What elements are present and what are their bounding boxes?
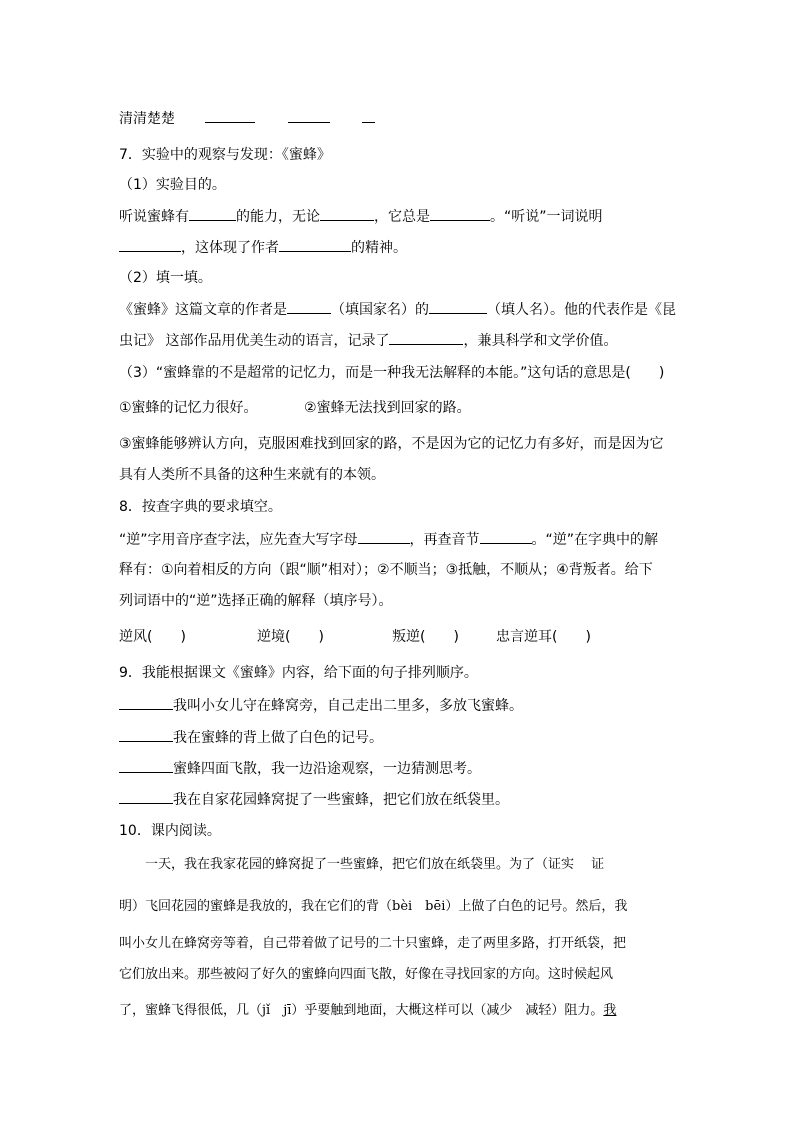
- text-segment: 。“逆”在字典中的解: [531, 532, 659, 548]
- q10-reading-line1: 一天，我在我家花园的蜂窝捉了一些蜜蜂，把它们放在纸袋里。为了（证实 证: [145, 857, 605, 872]
- text-segment: ，它总是: [374, 209, 430, 225]
- text-segment: （填国家名）的: [331, 302, 429, 318]
- q9-title: 9．我能根据课文《蜜蜂》内容，给下面的句子排列顺序。: [119, 665, 478, 681]
- text-segment: 的能力，无论: [236, 209, 320, 225]
- q7-blank-country[interactable]: [287, 299, 331, 314]
- q9-order-blank[interactable]: [119, 789, 173, 804]
- q7-part1-label: （1）实验目的。: [119, 177, 226, 193]
- text-segment: “逆”字用音序查字法，应先查大写字母: [119, 532, 358, 548]
- q8-blank-syllable[interactable]: [480, 529, 532, 544]
- q7-part1-line2: [119, 237, 407, 258]
- q7-part2-label: （2）填一填。: [119, 270, 212, 286]
- underlined-text: 我: [603, 1003, 617, 1018]
- q8-word-panni[interactable]: 叛逆( ): [392, 629, 459, 645]
- q10-title: 10．课内阅读。: [119, 823, 221, 839]
- q7-blank-author[interactable]: [429, 299, 487, 314]
- q9-order-blank[interactable]: [119, 758, 173, 773]
- q10-reading-line2: 明）飞回花园的蜜蜂是我放的，我在它们的背（bèi bēi）上做了白色的记号。然后，我: [119, 899, 628, 914]
- q8-word-zhongyan[interactable]: 忠言逆耳( ): [496, 629, 591, 645]
- sentence-text: 我叫小女儿守在蜂窝旁，自己走出二里多，多放飞蜜蜂。: [173, 698, 523, 714]
- q7-blank-ability[interactable]: [189, 206, 236, 221]
- q10-reading-line4: 它们放出来。那些被闷了好久的蜜蜂向四面飞散，好像在寻找回家的方向。这时候起风: [119, 967, 614, 982]
- q9-order-blank[interactable]: [119, 695, 173, 710]
- q8-word-nifeng[interactable]: 逆风( ): [119, 629, 186, 645]
- q9-sentence-2: [119, 727, 383, 748]
- q8-words-row: [119, 627, 591, 647]
- text-segment: ，兼具科学和文学价值。: [463, 333, 618, 349]
- text-segment: ，这体现了作者: [181, 240, 279, 256]
- q6-blank-1[interactable]: [205, 108, 255, 123]
- q8-word-nijing[interactable]: 逆境( ): [257, 629, 324, 645]
- q9-sentence-3: [119, 758, 481, 779]
- sentence-text: 我在自家花园蜂窝捉了一些蜜蜂，把它们放在纸袋里。: [173, 792, 509, 808]
- q9-order-blank[interactable]: [119, 727, 173, 742]
- q7-part3-question: （3）“蜜蜂靠的不是超常的记忆力，而是一种我无法解释的本能。”这句话的意思是( ): [119, 365, 665, 381]
- q9-sentence-4: [119, 789, 509, 810]
- q7-title: 7．实验中的观察与发现：《蜜蜂》: [119, 147, 331, 163]
- q7-blank-tingshuo[interactable]: [119, 237, 181, 252]
- text-segment: 《蜜蜂》这篇文章的作者是: [119, 302, 287, 318]
- q6-word: 清清楚楚: [119, 111, 175, 127]
- q7-option-2[interactable]: ②蜜蜂无法找到回家的路。: [304, 400, 471, 416]
- text-segment: 。“听说”一词说明: [490, 209, 603, 225]
- q7-options-row: [119, 398, 471, 418]
- text-segment: 听说蜜蜂有: [119, 209, 189, 225]
- q8-line2: 释有：①向着相反的方向（跟“顺”相对）；②不顺当；③抵触，不顺从；④背叛者。给下: [119, 562, 653, 578]
- text-segment: 虫记》 这部作品用优美生动的语言，记录了: [119, 333, 390, 349]
- text-segment: 的精神。: [351, 240, 407, 256]
- q7-part2-line2: [119, 330, 617, 351]
- q7-part1-line1: [119, 206, 603, 227]
- q7-option-3-line2[interactable]: 具有人类所不具备的这种生来就有的本领。: [119, 467, 385, 483]
- q6-blank-2[interactable]: [288, 108, 330, 123]
- q7-blank-regardless[interactable]: [320, 206, 374, 221]
- q7-blank-spirit[interactable]: [279, 237, 351, 252]
- q9-sentence-1: [119, 695, 523, 716]
- q7-option-1[interactable]: ①蜜蜂的记忆力很好。: [119, 400, 258, 416]
- text-segment: ，再查音节: [409, 532, 480, 548]
- q8-line3: 列词语中的“逆”选择正确的解释（填序号）。: [119, 593, 393, 609]
- q6-tail-line: [119, 108, 375, 129]
- q6-blank-3[interactable]: [362, 108, 375, 123]
- q8-line1: [119, 529, 658, 550]
- q8-blank-letter[interactable]: [358, 529, 410, 544]
- q7-blank-always[interactable]: [430, 206, 490, 221]
- q7-option-3-line1[interactable]: ③蜜蜂能够辨认方向，克服困难找到回家的路，不是因为它的记忆力有多好，而是因为它: [119, 436, 664, 452]
- q10-reading-line3: 叫小女儿在蜂窝旁等着，自己带着做了记号的二十只蜜蜂，走了两里多路，打开纸袋，把: [119, 936, 627, 951]
- text-segment: （填人名）。他的代表作是《昆: [487, 302, 676, 318]
- sentence-text: 我在蜜蜂的背上做了白色的记号。: [173, 730, 383, 746]
- q10-reading-line5: [119, 1001, 616, 1021]
- q7-blank-recorded[interactable]: [389, 330, 463, 345]
- text-segment: 了，蜜蜂飞得很低，几（jǐ jī）乎要触到地面，大概这样可以（减少 减轻）阻力。: [119, 1003, 604, 1018]
- sentence-text: 蜜蜂四面飞散，我一边沿途观察，一边猜测思考。: [173, 761, 481, 777]
- q8-title: 8．按查字典的要求填空。: [119, 499, 282, 515]
- q7-part2-line1: [119, 299, 676, 320]
